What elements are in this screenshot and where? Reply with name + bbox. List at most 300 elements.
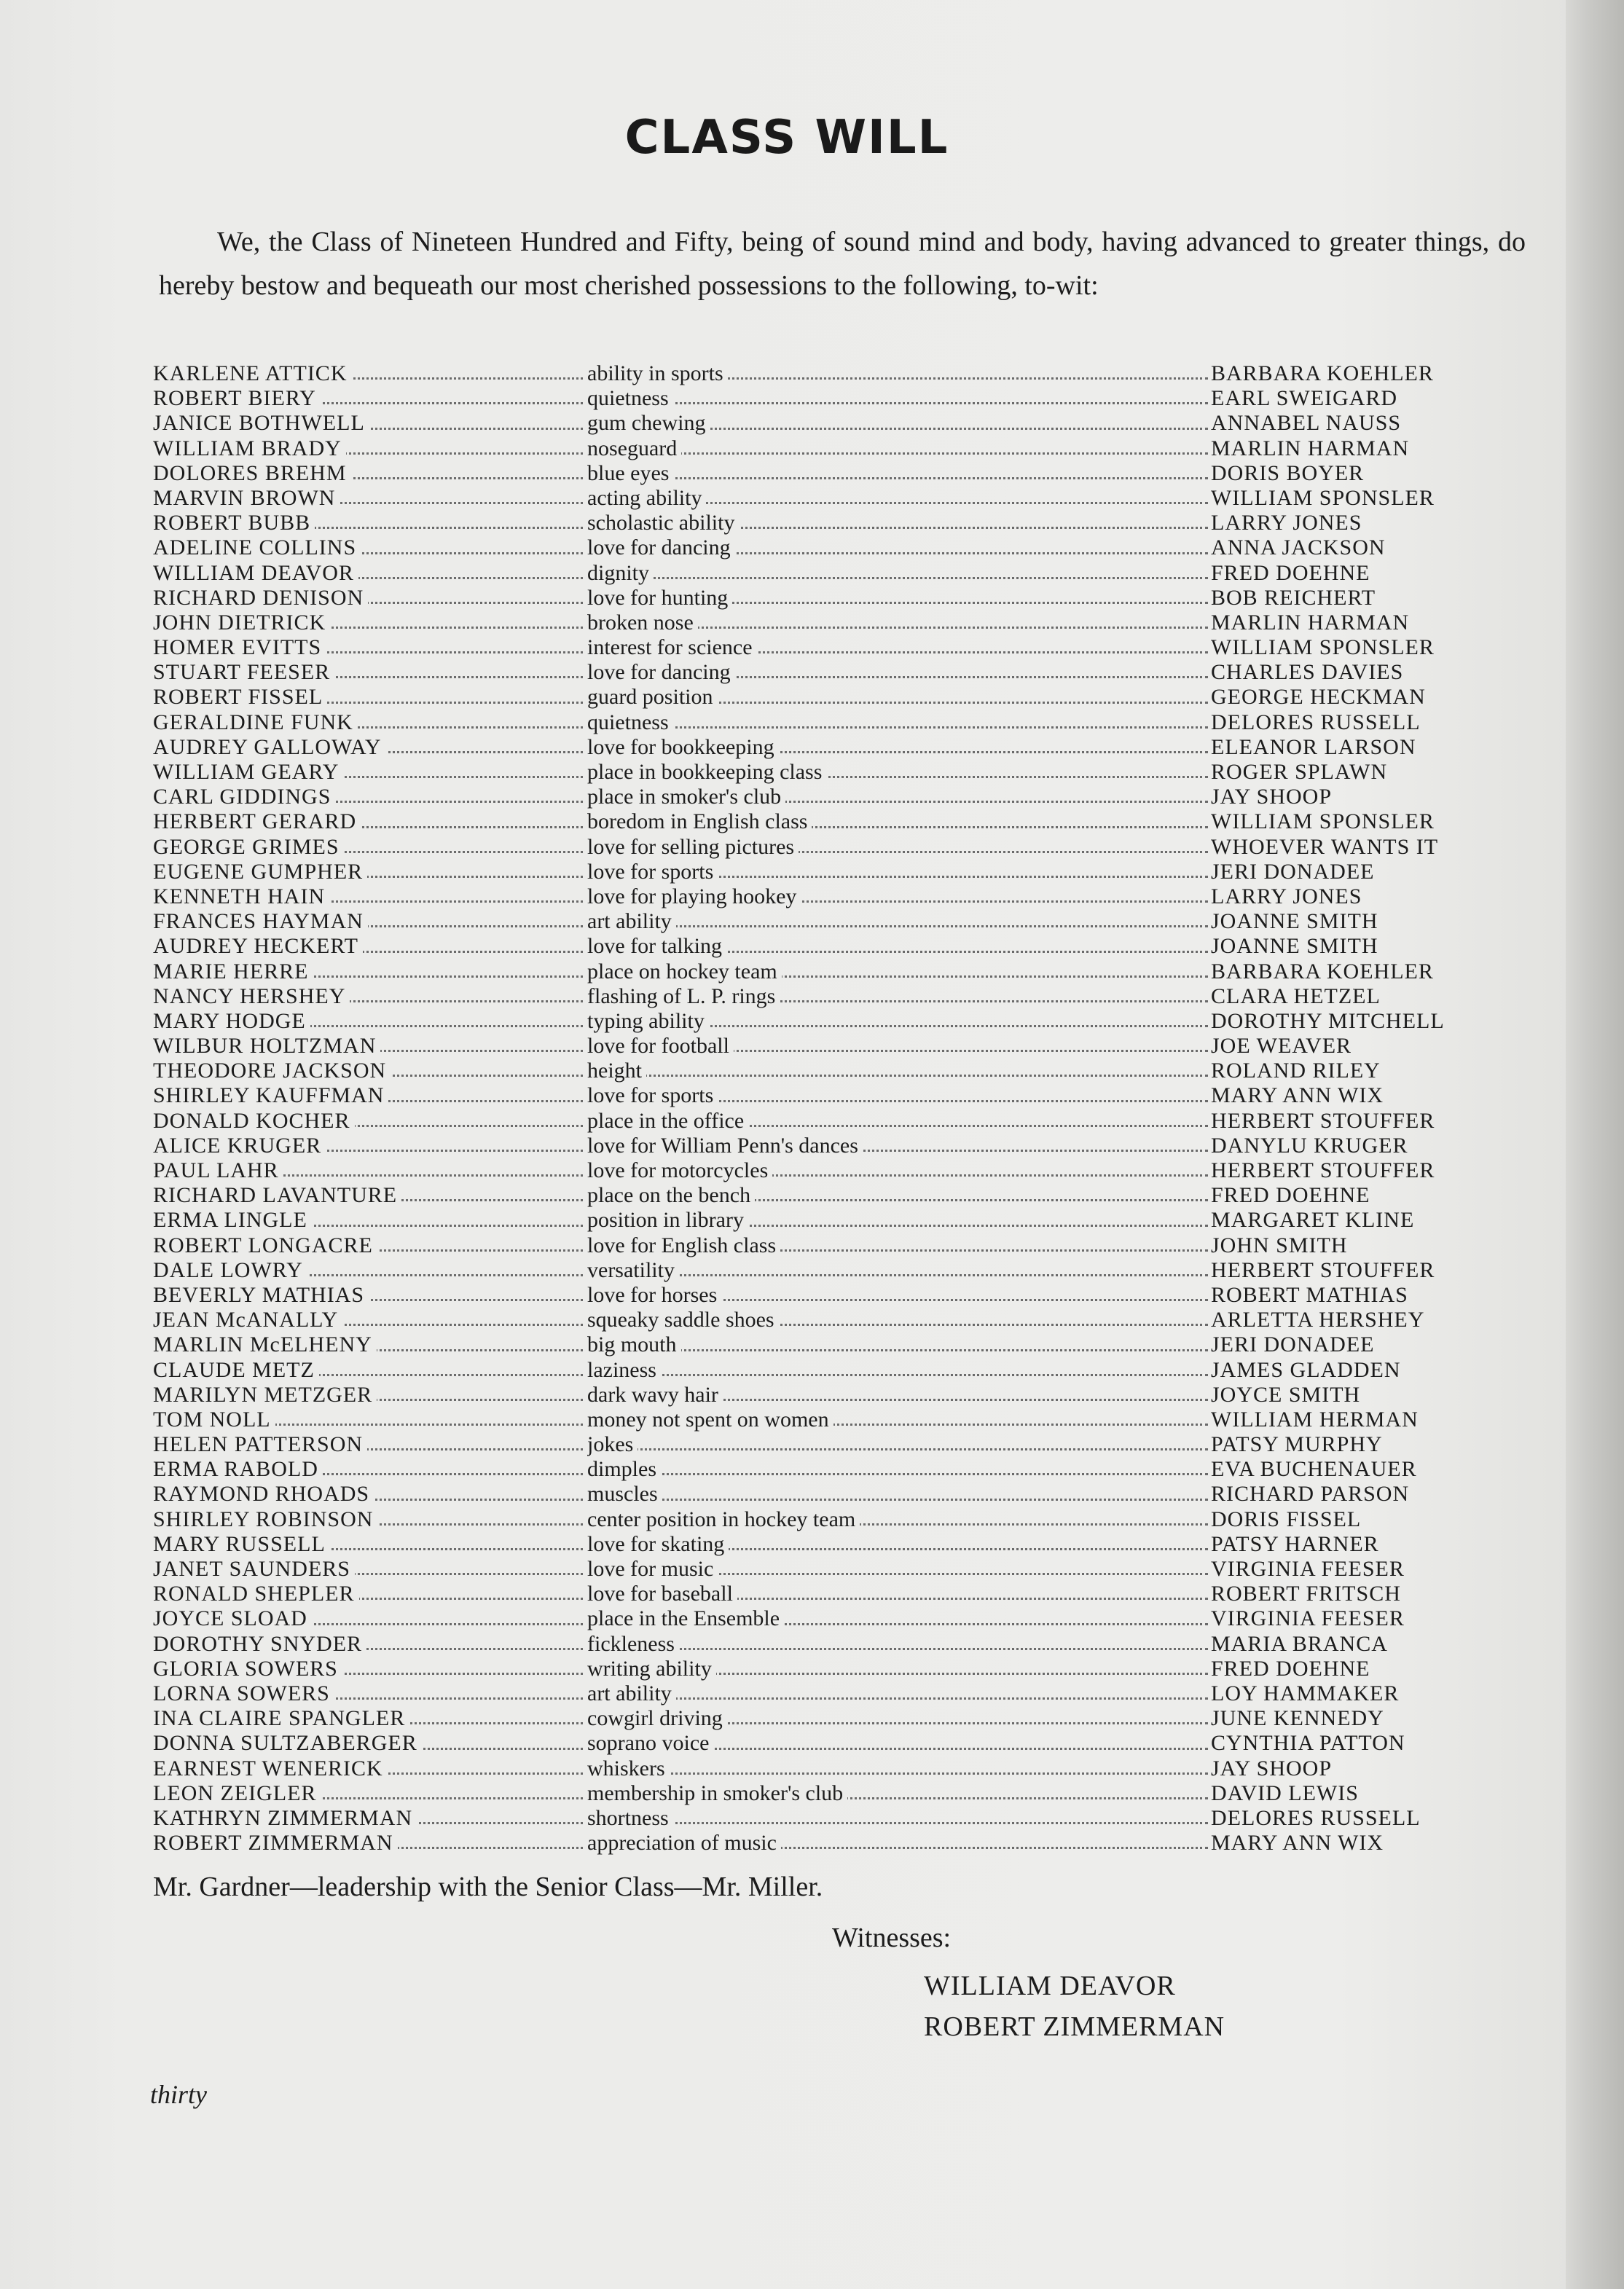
bequeathed-item — [587, 1407, 1208, 1432]
recipient-name: JOYCE SMITH — [1211, 1382, 1361, 1407]
bequeathed-item-text: membership in smoker's club — [587, 1781, 847, 1805]
recipient-name: ROBERT FRITSCH — [1211, 1582, 1401, 1606]
giver-name-text: DONALD KOCHER — [153, 1109, 355, 1133]
bequeathed-item — [587, 984, 1208, 1009]
giver-name — [153, 436, 583, 461]
bequest-row — [153, 1134, 1508, 1158]
bequeathed-item — [587, 361, 1208, 386]
recipient-name: JAY SHOOP — [1211, 785, 1333, 809]
bequeathed-item — [587, 635, 1208, 660]
giver-name — [153, 1731, 583, 1756]
recipient-name: MARY ANN WIX — [1211, 1831, 1384, 1856]
giver-name — [153, 1083, 583, 1108]
bequest-row — [153, 1632, 1508, 1657]
recipient-name: DORIS BOYER — [1211, 460, 1365, 485]
giver-name-text: KARLENE ATTICK — [153, 361, 351, 385]
giver-name-text: STUART FEESER — [153, 660, 334, 684]
giver-name-text: ERMA LINGLE — [153, 1208, 312, 1232]
bequest-row — [153, 959, 1508, 984]
giver-name-text: RAYMOND RHOADS — [153, 1482, 374, 1506]
giver-name — [153, 660, 583, 685]
bequeathed-item — [587, 1632, 1208, 1657]
bequest-row — [153, 934, 1508, 959]
giver-name — [153, 860, 583, 884]
bequeathed-item — [587, 511, 1208, 535]
bequeathed-item — [587, 411, 1208, 436]
recipient-name: DORIS FISSEL — [1211, 1507, 1362, 1531]
recipient-name: EARL SWEIGARD — [1211, 386, 1398, 411]
bequeathed-item-text: dimples — [587, 1457, 661, 1481]
giver-name — [153, 610, 583, 635]
bequest-row — [153, 1756, 1508, 1781]
recipient-name: MARGARET KLINE — [1211, 1208, 1415, 1233]
recipient-name: ROLAND RILEY — [1211, 1059, 1381, 1083]
giver-name — [153, 1657, 583, 1681]
bequeathed-item — [587, 660, 1208, 685]
bequest-list — [153, 361, 1508, 1856]
giver-name — [153, 386, 583, 411]
giver-name — [153, 1557, 583, 1582]
bequeathed-item — [587, 1557, 1208, 1582]
bequeathed-item — [587, 1482, 1208, 1507]
bequeathed-item — [587, 1233, 1208, 1258]
recipient-name: JOANNE SMITH — [1211, 934, 1378, 959]
bequeathed-item-text: place in smoker's club — [587, 785, 785, 809]
giver-name — [153, 1383, 583, 1407]
bequeathed-item — [587, 1781, 1208, 1806]
bequeathed-item-text: place in bookkeeping class — [587, 760, 826, 784]
bequeathed-item — [587, 461, 1208, 486]
giver-name-text: GEORGE GRIMES — [153, 835, 344, 859]
bequeathed-item-text: interest for science — [587, 635, 757, 659]
recipient-name: VIRGINIA FEESER — [1211, 1557, 1405, 1581]
bequeathed-item — [587, 1332, 1208, 1357]
giver-name-text: NANCY HERSHEY — [153, 984, 350, 1008]
recipient-name: BARBARA KOEHLER — [1211, 361, 1434, 385]
bequest-row — [153, 386, 1508, 411]
giver-name-text: DOLORES BREHM — [153, 461, 351, 485]
giver-name — [153, 1407, 583, 1432]
recipient-name: MARLIN HARMAN — [1211, 436, 1410, 460]
giver-name-text: INA CLAIRE SPANGLER — [153, 1706, 409, 1730]
bequeathed-item-text: love for English class — [587, 1233, 780, 1257]
giver-name-text: WILLIAM DEAVOR — [153, 561, 358, 585]
bequest-row — [153, 1059, 1508, 1083]
bequeathed-item — [587, 1706, 1208, 1731]
bequeathed-item — [587, 1657, 1208, 1681]
bequest-row — [153, 909, 1508, 934]
page-title: CLASS WILL — [624, 111, 949, 165]
bequeathed-item-text: appreciation of music — [587, 1831, 781, 1855]
giver-name — [153, 1034, 583, 1059]
bequest-row — [153, 1781, 1508, 1806]
giver-name-text: ROBERT BIERY — [153, 386, 321, 410]
giver-name-text: WILLIAM BRADY — [153, 436, 346, 460]
bequeathed-item — [587, 1806, 1208, 1831]
bequest-row — [153, 635, 1508, 660]
bequeathed-item-text: whiskers — [587, 1756, 670, 1780]
bequeathed-item — [587, 959, 1208, 984]
recipient-name: ROBERT MATHIAS — [1211, 1282, 1408, 1307]
bequeathed-item — [587, 1756, 1208, 1781]
bequeathed-item — [587, 436, 1208, 461]
giver-name — [153, 1283, 583, 1308]
bequeathed-item — [587, 710, 1208, 735]
giver-name-text: LORNA SOWERS — [153, 1681, 334, 1705]
bequeathed-item — [587, 1681, 1208, 1706]
recipient-name: JOHN SMITH — [1211, 1233, 1348, 1257]
giver-name — [153, 959, 583, 984]
bequeathed-item — [587, 685, 1208, 710]
bequeathed-item-text: big mouth — [587, 1332, 681, 1356]
bequeathed-item-text: love for baseball — [587, 1582, 737, 1606]
giver-name-text: SHIRLEY KAUFFMAN — [153, 1083, 388, 1107]
bequeathed-item — [587, 1009, 1208, 1034]
giver-name-text: KATHRYN ZIMMERMAN — [153, 1806, 417, 1830]
bequest-row — [153, 1557, 1508, 1582]
giver-name — [153, 760, 583, 785]
bequeathed-item-text: love for playing hookey — [587, 884, 801, 908]
bequeathed-item-text: gum chewing — [587, 411, 710, 435]
bequest-row — [153, 1308, 1508, 1332]
bequest-row — [153, 1806, 1508, 1831]
recipient-name: HERBERT STOUFFER — [1211, 1158, 1435, 1182]
giver-name — [153, 884, 583, 909]
bequest-row — [153, 1233, 1508, 1258]
giver-name-text: WILBUR HOLTZMAN — [153, 1034, 380, 1058]
giver-name — [153, 1781, 583, 1806]
bequest-row — [153, 1358, 1508, 1383]
bequest-row — [153, 561, 1508, 586]
bequeathed-item — [587, 909, 1208, 934]
bequest-row — [153, 1532, 1508, 1557]
recipient-name: WILLIAM SPONSLER — [1211, 635, 1435, 660]
bequest-row — [153, 809, 1508, 834]
bequest-row — [153, 1109, 1508, 1134]
giver-name — [153, 1706, 583, 1731]
bequeathed-item-text: cowgirl driving — [587, 1706, 727, 1730]
giver-name-text: HELEN PATTERSON — [153, 1432, 367, 1456]
bequeathed-item — [587, 535, 1208, 560]
bequest-row — [153, 1432, 1508, 1457]
giver-name-text: JANICE BOTHWELL — [153, 411, 369, 435]
bequest-row — [153, 1706, 1508, 1731]
giver-name — [153, 535, 583, 560]
recipient-name: RICHARD PARSON — [1211, 1482, 1410, 1507]
bequeathed-item — [587, 1258, 1208, 1283]
bequeathed-item-text: art ability — [587, 909, 676, 933]
giver-name-text: KENNETH HAIN — [153, 884, 329, 908]
giver-name-text: MARY HODGE — [153, 1009, 310, 1033]
bequeathed-item — [587, 760, 1208, 785]
giver-name — [153, 1632, 583, 1657]
bequeathed-item-text: scholastic ability — [587, 511, 739, 535]
bequeathed-item-text: laziness — [587, 1358, 661, 1382]
giver-name — [153, 586, 583, 610]
giver-name-text: DOROTHY SNYDER — [153, 1632, 366, 1656]
giver-name — [153, 984, 583, 1009]
recipient-name: HERBERT STOUFFER — [1211, 1257, 1435, 1282]
bequest-row — [153, 710, 1508, 735]
bequest-row — [153, 660, 1508, 685]
bequeathed-item — [587, 486, 1208, 511]
bequeathed-item-text: love for bookkeeping — [587, 735, 779, 759]
bequeathed-item-text: flashing of L. P. rings — [587, 984, 780, 1008]
recipient-name: LARRY JONES — [1211, 884, 1362, 908]
bequeathed-item-text: soprano voice — [587, 1731, 713, 1755]
bequeathed-item — [587, 1109, 1208, 1134]
giver-name-text: RONALD SHEPLER — [153, 1582, 359, 1606]
bequeathed-item-text: dark wavy hair — [587, 1383, 723, 1407]
bequeathed-item — [587, 1308, 1208, 1332]
recipient-name: CHARLES DAVIES — [1211, 660, 1404, 685]
giver-name — [153, 1582, 583, 1606]
bequest-row — [153, 1407, 1508, 1432]
witnesses-label: Witnesses: — [832, 1923, 952, 1953]
recipient-name: JOE WEAVER — [1211, 1034, 1352, 1059]
giver-name — [153, 835, 583, 860]
giver-name-text: THEODORE JACKSON — [153, 1059, 391, 1083]
bequeathed-item — [587, 1831, 1208, 1856]
giver-name-text: MARIE HERRE — [153, 959, 313, 983]
recipient-name: JAY SHOOP — [1211, 1756, 1333, 1780]
bequeathed-item — [587, 1134, 1208, 1158]
bequeathed-item — [587, 860, 1208, 884]
giver-name-text: AUDREY GALLOWAY — [153, 735, 386, 759]
bequeathed-item — [587, 586, 1208, 610]
bequeathed-item-text: love for skating — [587, 1532, 729, 1556]
giver-name — [153, 934, 583, 959]
bequeathed-item-text: love for William Penn's dances — [587, 1134, 863, 1158]
bequeathed-item-text: place on hockey team — [587, 959, 782, 983]
bequeathed-item-text: muscles — [587, 1482, 662, 1506]
recipient-name: JUNE KENNEDY — [1211, 1706, 1384, 1731]
recipient-name: DOROTHY MITCHELL — [1211, 1008, 1445, 1033]
bequeathed-item-text: love for dancing — [587, 535, 735, 560]
bequest-row — [153, 411, 1508, 436]
giver-name — [153, 685, 583, 710]
giver-name-text: JEAN McANALLY — [153, 1308, 342, 1332]
giver-name-text: MARILYN METZGER — [153, 1383, 377, 1407]
giver-name-text: JOHN DIETRICK — [153, 610, 330, 635]
recipient-name: MARY ANN WIX — [1211, 1083, 1384, 1108]
bequeathed-item-text: quietness — [587, 386, 673, 410]
giver-name — [153, 1806, 583, 1831]
bequest-row — [153, 436, 1508, 461]
giver-name-text: GLORIA SOWERS — [153, 1657, 342, 1681]
bequeathed-item-text: love for sports — [587, 1083, 718, 1107]
bequeathed-item — [587, 1158, 1208, 1183]
book-spine-shadow — [1566, 0, 1624, 2289]
giver-name-text: SHIRLEY ROBINSON — [153, 1507, 377, 1531]
bequest-row — [153, 1009, 1508, 1034]
recipient-name: WHOEVER WANTS IT — [1211, 834, 1439, 859]
bequeathed-item-text: noseguard — [587, 436, 681, 460]
giver-name — [153, 1432, 583, 1457]
recipient-name: WILLIAM SPONSLER — [1211, 485, 1435, 510]
giver-name — [153, 710, 583, 735]
recipient-name: FRED DOEHNE — [1211, 560, 1370, 585]
intro-paragraph: We, the Class of Nineteen Hundred and Fifty, being of sound mind and body, having advanced to greater things, do hereby bestow and bequeath our most cherished possessions to the following, to-wit: — [159, 227, 1526, 301]
bequest-row — [153, 361, 1508, 386]
recipient-name: JOANNE SMITH — [1211, 909, 1378, 934]
bequeathed-item — [587, 1507, 1208, 1532]
bequeathed-item-text: acting ability — [587, 486, 706, 510]
giver-name-text: CLAUDE METZ — [153, 1358, 319, 1382]
giver-name — [153, 1457, 583, 1482]
bequeathed-item — [587, 1183, 1208, 1208]
bequest-row — [153, 884, 1508, 909]
giver-name-text: ROBERT BUBB — [153, 511, 315, 535]
giver-name — [153, 486, 583, 511]
bequeathed-item-text: center position in hockey team — [587, 1507, 860, 1531]
giver-name-text: EARNEST WENERICK — [153, 1756, 388, 1780]
bequeathed-item — [587, 884, 1208, 909]
giver-name — [153, 1009, 583, 1034]
giver-name — [153, 635, 583, 660]
giver-name-text: DONNA SULTZABERGER — [153, 1731, 422, 1755]
giver-name — [153, 909, 583, 934]
bequeathed-item — [587, 1034, 1208, 1059]
giver-name-text: ALICE KRUGER — [153, 1134, 326, 1158]
recipient-name: FRED DOEHNE — [1211, 1183, 1370, 1208]
bequeathed-item-text: love for music — [587, 1557, 718, 1581]
bequeathed-item — [587, 934, 1208, 959]
bequeathed-item — [587, 561, 1208, 586]
giver-name — [153, 1358, 583, 1383]
giver-name-text: PAUL LAHR — [153, 1158, 283, 1182]
giver-name — [153, 735, 583, 760]
giver-name — [153, 511, 583, 535]
bequeathed-item-text: writing ability — [587, 1657, 716, 1681]
recipient-name: BARBARA KOEHLER — [1211, 959, 1434, 983]
giver-name-text: DALE LOWRY — [153, 1258, 307, 1282]
bequeathed-item — [587, 809, 1208, 834]
giver-name-text: RICHARD LAVANTURE — [153, 1183, 401, 1207]
recipient-name: EVA BUCHENAUER — [1211, 1457, 1417, 1482]
giver-name-text: RICHARD DENISON — [153, 586, 368, 610]
giver-name — [153, 1233, 583, 1258]
recipient-name: ELEANOR LARSON — [1211, 734, 1416, 759]
bequest-row — [153, 1681, 1508, 1706]
giver-name-text: HERBERT GERARD — [153, 809, 361, 833]
bequeathed-item — [587, 835, 1208, 860]
bequeathed-item-text: versatility — [587, 1258, 679, 1282]
bequeathed-item — [587, 1083, 1208, 1108]
giver-name — [153, 1681, 583, 1706]
recipient-name: CLARA HETZEL — [1211, 983, 1381, 1008]
recipient-name: ANNABEL NAUSS — [1211, 411, 1402, 436]
bequeathed-item-text: love for selling pictures — [587, 835, 799, 859]
bequest-row — [153, 735, 1508, 760]
bequest-row — [153, 1208, 1508, 1233]
bequeathed-item-text: quietness — [587, 710, 673, 734]
recipient-name: GEORGE HECKMAN — [1211, 685, 1426, 710]
bequeathed-item-text: love for sports — [587, 860, 718, 884]
bequest-row — [153, 685, 1508, 710]
bequeathed-item-text: jokes — [587, 1432, 638, 1456]
recipient-name: HERBERT STOUFFER — [1211, 1108, 1435, 1133]
bequest-row — [153, 535, 1508, 560]
bequeathed-item-text: place in the Ensemble — [587, 1606, 784, 1630]
recipient-name: PATSY MURPHY — [1211, 1432, 1383, 1457]
giver-name — [153, 1831, 583, 1856]
bequest-row — [153, 1657, 1508, 1681]
bequeathed-item-text: ability in sports — [587, 361, 728, 385]
giver-name — [153, 1258, 583, 1283]
recipient-name: CYNTHIA PATTON — [1211, 1731, 1405, 1756]
giver-name — [153, 1532, 583, 1557]
bequest-row — [153, 1158, 1508, 1183]
bequeathed-item — [587, 785, 1208, 809]
giver-name — [153, 1208, 583, 1233]
giver-name — [153, 809, 583, 834]
giver-name — [153, 785, 583, 809]
giver-name — [153, 1756, 583, 1781]
page-number: thirty — [150, 2080, 207, 2109]
recipient-name: BOB REICHERT — [1211, 585, 1376, 610]
bequest-row — [153, 860, 1508, 884]
bequest-row — [153, 760, 1508, 785]
bequest-row — [153, 1183, 1508, 1208]
bequeathed-item-text: boredom in English class — [587, 809, 812, 833]
bequest-row — [153, 461, 1508, 486]
bequeathed-item — [587, 1432, 1208, 1457]
bequeathed-item-text: dignity — [587, 561, 654, 585]
bequest-row — [153, 1383, 1508, 1407]
recipient-name: DELORES RUSSELL — [1211, 710, 1421, 734]
giver-name-text: WILLIAM GEARY — [153, 760, 343, 784]
bequeathed-item-text: love for motorcycles — [587, 1158, 772, 1182]
bequest-row — [153, 1731, 1508, 1756]
giver-name — [153, 1507, 583, 1532]
bequest-row — [153, 984, 1508, 1009]
bequeathed-item-text: broken nose — [587, 610, 698, 635]
bequest-row — [153, 1258, 1508, 1283]
giver-name — [153, 1482, 583, 1507]
giver-name-text: BEVERLY MATHIAS — [153, 1283, 369, 1307]
giver-name — [153, 1332, 583, 1357]
giver-name — [153, 1059, 583, 1083]
bequeathed-item — [587, 1283, 1208, 1308]
bequest-row — [153, 1332, 1508, 1357]
recipient-name: WILLIAM SPONSLER — [1211, 809, 1435, 834]
bequest-row — [153, 1283, 1508, 1308]
giver-name-text: ERMA RABOLD — [153, 1457, 323, 1481]
bequest-row — [153, 1034, 1508, 1059]
giver-name-text: FRANCES HAYMAN — [153, 909, 368, 933]
giver-name — [153, 1158, 583, 1183]
bequest-row — [153, 1457, 1508, 1482]
bequest-row — [153, 610, 1508, 635]
bequest-row — [153, 835, 1508, 860]
bequeathed-item-text: squeaky saddle shoes — [587, 1308, 779, 1332]
recipient-name: LOY HAMMAKER — [1211, 1681, 1400, 1705]
giver-name-text: ROBERT LONGACRE — [153, 1233, 377, 1257]
bequeathed-item — [587, 610, 1208, 635]
recipient-name: JERI DONADEE — [1211, 1332, 1375, 1357]
giver-name — [153, 1606, 583, 1631]
bequeathed-item-text: position in library — [587, 1208, 748, 1232]
giver-name-text: MARLIN McELHENY — [153, 1332, 377, 1356]
giver-name — [153, 1308, 583, 1332]
bequeathed-item-text: love for horses — [587, 1283, 721, 1307]
bequeathed-item-text: love for dancing — [587, 660, 735, 684]
bequeathed-item — [587, 1532, 1208, 1557]
giver-name — [153, 1134, 583, 1158]
bequeathed-item-text: love for football — [587, 1034, 734, 1058]
bequest-row — [153, 1482, 1508, 1507]
